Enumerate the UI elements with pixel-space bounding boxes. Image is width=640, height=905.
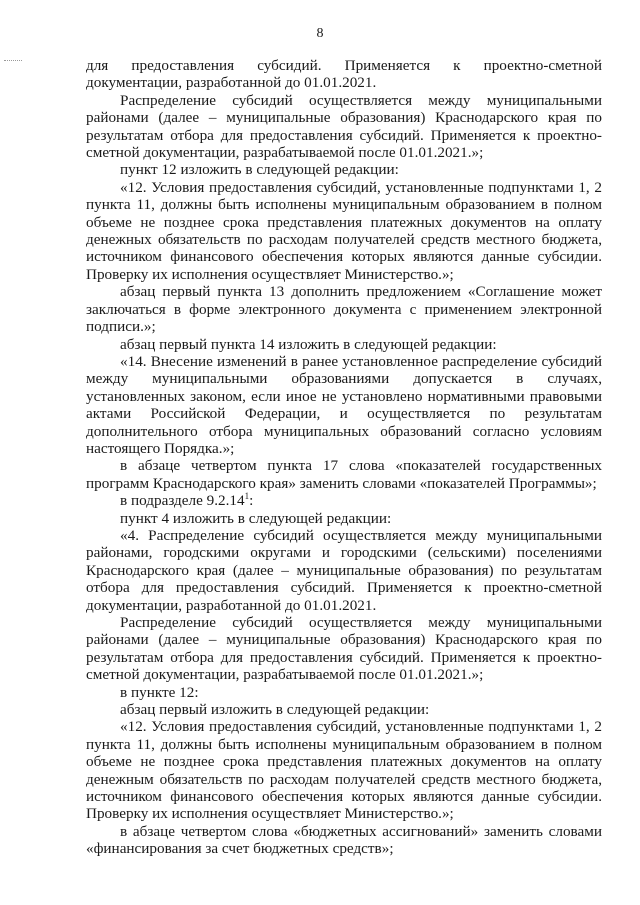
superscript: 1 xyxy=(244,491,250,502)
paragraph: абзац первый пункта 13 дополнить предложением «Соглашение может заключаться в форме электронного документа с применением электронной подписи.»; xyxy=(86,283,602,336)
margin-mark xyxy=(4,60,22,62)
paragraph: в пункте 12: xyxy=(120,683,199,701)
paragraph: абзац первый изложить в следующей редакции: xyxy=(120,701,430,719)
paragraph: «12. Условия предоставления субсидий, установленные подпунктами 1, 2 пункта 11, должны быть исполнены муниципальным образованием в полном объеме не позднее срока представления платежных документов на оплату денежным обязательств по расходам получателей средств местного бюджета, источником финансового обеспечения которых являются данные субсидии. Проверку их исполнения осуществляет Министерство.»; xyxy=(86,718,602,823)
paragraph: в абзаце четвертом слова «бюджетных ассигнований» заменить словами «финансирования за счет бюджетных средств»; xyxy=(86,822,602,858)
paragraph: Распределение субсидий осуществляется между муниципальными районами (далее – муниципальные образования) Краснодарского края по результатам отбора для предоставления субсидий. Применяется к проектно-сметной документации, разрабатываемой после 01.01.2021.»; xyxy=(86,614,602,684)
paragraph: в подразделе 9.2.14$^1$: xyxy=(120,491,254,510)
paragraph: «4. Распределение субсидий осуществляется между муниципальными районами, городскими округами и городскими (сельскими) поселениями Краснодарского края (далее – муниципальные образования) по результатам отбора для предоставления субсидий. Применяется к проектно-сметной документации, разработанной до 01.01.2021. xyxy=(86,526,602,614)
paragraph: «14. Внесение изменений в ранее установленное распределение субсидий между муниципальными образованиями допускается в случаях, установленных законом, если иное не установлено нормативными правовыми актами Российской Федерации, и осуществляется по результатам дополнительного отбора муниципальных образований согласно условиям настоящего Порядка.»; xyxy=(86,352,602,457)
document-body xyxy=(86,57,602,858)
paragraph: абзац первый пункта 14 изложить в следующей редакции: xyxy=(120,335,497,353)
paragraph: «12. Условия предоставления субсидий, установленные подпунктами 1, 2 пункта 11, должны быть исполнены муниципальным образованием в полном объеме не позднее срока представления платежных документов на оплату денежных обязательств по расходам получателей средств местного бюджета, источником финансового обеспечения которых являются данные субсидии. Проверку их исполнения осуществляет Министерство.»; xyxy=(86,178,602,283)
page-number: 8 xyxy=(316,26,324,41)
paragraph: Распределение субсидий осуществляется между муниципальными районами (далее – муниципальные образования) Краснодарского края по результатам отбора для предоставления субсидий. Применяется к проектно-сметной документации, разрабатываемой после 01.01.2021.»; xyxy=(86,91,602,162)
paragraph: для предоставления субсидий. Применяется к проектно-сметной документации, разработанной до 01.01.2021. xyxy=(86,57,602,92)
paragraph: пункт 12 изложить в следующей редакции: xyxy=(120,161,399,179)
paragraph: пункт 4 изложить в следующей редакции: xyxy=(120,509,392,527)
paragraph: в абзаце четвертом пункта 17 слова «показателей государственных программ Краснодарского края» заменить словами «показателей Программы»; xyxy=(86,457,602,492)
